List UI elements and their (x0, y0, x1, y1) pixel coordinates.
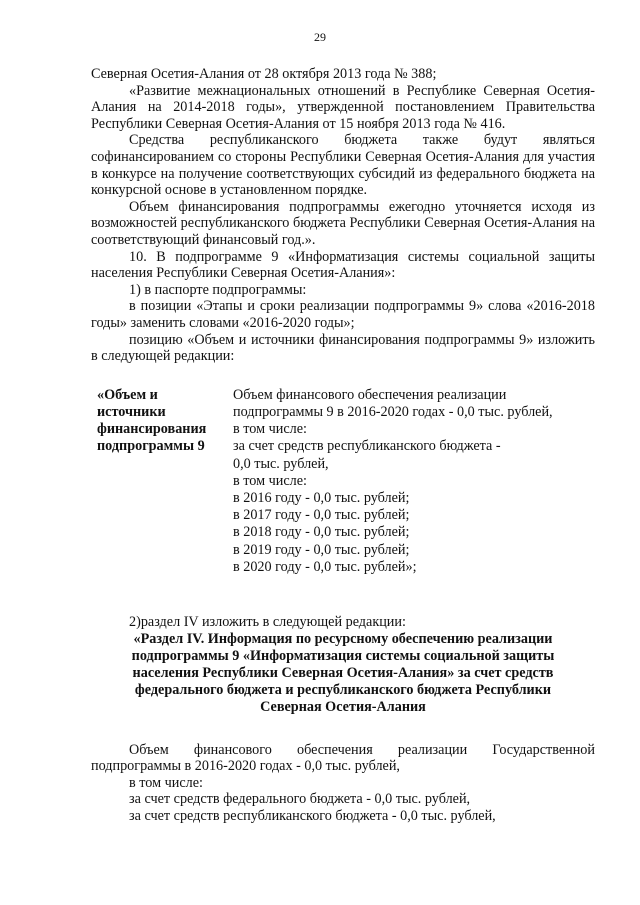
passport-body-line: в том числе: (233, 472, 307, 489)
passport-body (233, 387, 595, 576)
paragraph-8: позицию «Объем и источники финансирования подпрограммы 9» изложить в следующей редакции: (91, 331, 595, 365)
passport-body-line: в 2016 году - 0,0 тыс. рублей; (233, 489, 410, 506)
paragraph-1: Северная Осетия-Алания от 28 октября 2013 года № 388; (91, 66, 437, 82)
passport-body-line: в том числе: (233, 421, 307, 438)
document-body (91, 66, 595, 824)
paragraph-4: Объем финансирования подпрограммы ежегодно уточняется исходя из возможностей республиканского бюджета Республики Северная Осетия-Алания на соответствующий финансовый год.». (91, 198, 595, 248)
passport-body-line: подпрограммы 9 в 2016-2020 годах - 0,0 тыс. рублей, (233, 403, 553, 420)
section-title: «Раздел IV. Информация по ресурсному обеспечению реализации подпрограммы 9 «Информатизация системы социальной защиты населения Республики Северная Осетия-Алания» за счет средств федерального бюджета и республиканского бюджета Республики Северная Осетия-Алания (131, 630, 555, 715)
paragraph-2: «Развитие межнациональных отношений в Республике Северная Осетия-Алания на 2014-2018 годы», утвержденной постановлением Правительства Республики Северная Осетия-Алания от 15 ноября 2013 года № 416. (91, 82, 595, 132)
section-paragraph-2: в том числе: (129, 774, 203, 791)
paragraph-6: 1) в паспорте подпрограммы: (129, 281, 307, 298)
passport-body-line: за счет средств республиканского бюджета - (233, 438, 501, 455)
passport-label-line: «Объем и (97, 386, 158, 403)
section-paragraph-1: Объем финансового обеспечения реализации Государственной подпрограммы в 2016-2020 годах - 0,0 тыс. рублей, (91, 741, 595, 775)
section-paragraph-3: за счет средств федерального бюджета - 0,0 тыс. рублей, (129, 791, 471, 808)
section-intro: 2)раздел IV изложить в следующей редакции: (129, 613, 406, 630)
passport-label-line: финансирования (97, 421, 207, 438)
passport-label (91, 387, 233, 576)
paragraph-7: в позиции «Этапы и сроки реализации подпрограммы 9» слова «2016-2018 годы» заменить словами «2016-2020 годы»; (91, 298, 595, 331)
passport-body-line: в 2018 году - 0,0 тыс. рублей; (233, 524, 410, 541)
paragraph-3: Средства республиканского бюджета также будут являться софинансированием со стороны Республики Северная Осетия-Алания для участия в конкурсе на получение соответствующих субсидий из федерального бюджета на конкурсной основе в установленном порядке. (91, 132, 595, 199)
passport-label-line: подпрограммы 9 (97, 438, 205, 455)
passport-body-line: в 2017 году - 0,0 тыс. рублей; (233, 507, 410, 524)
section-paragraph-4: за счет средств республиканского бюджета - 0,0 тыс. рублей, (129, 807, 496, 824)
passport-body-line: 0,0 тыс. рублей, (233, 455, 329, 472)
passport-body-line: в 2019 году - 0,0 тыс. рублей; (233, 541, 410, 558)
passport-body-line: в 2020 году - 0,0 тыс. рублей»; (233, 558, 417, 575)
passport-body-line: Объем финансового обеспечения реализации (233, 386, 507, 403)
page-number: 29 (314, 30, 326, 44)
paragraph-5: 10. В подпрограмме 9 «Информатизация системы социальной защиты населения Республики Северная Осетия-Алания»: (91, 248, 595, 282)
passport-table (91, 387, 595, 576)
passport-label-line: источники (97, 403, 166, 420)
